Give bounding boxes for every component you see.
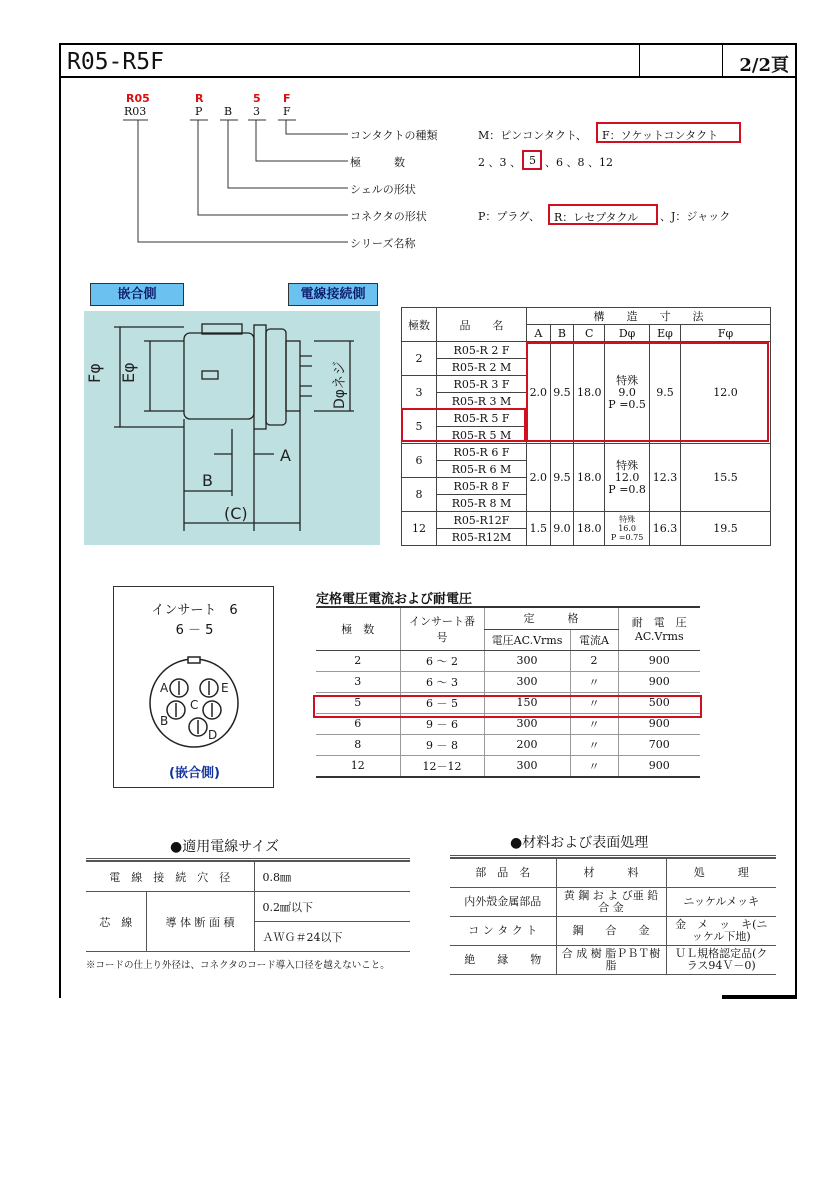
rating-cell: 500 [618,692,700,713]
rating-cell: 〃 [570,713,618,734]
rating-cell: 300 [484,650,570,671]
connector-drawing [84,311,380,545]
material-row [450,917,776,946]
pin-label-A: A [160,681,169,695]
code-row-contact-desc: M：ピンコンタクト、 [478,129,587,142]
page-title: R05-R5F [67,49,164,75]
code-row-contact-label: コンタクトの種類 [350,129,438,142]
spec-D-g1-l1: 特殊 [616,373,639,387]
spec-poles-2: 2 [402,342,437,376]
rating-cell: 200 [484,734,570,755]
spec-D-g2-l3: P =0.8 [608,482,646,496]
spec-A-g2: 2.0 [527,444,551,512]
mat-cell: ニッケルメッキ [666,888,776,917]
dim-C: (C) [224,504,248,523]
wire-hole-value: 0.8㎜ [254,862,410,892]
code-row-poles-desc: 2 、3 、 [478,156,521,169]
spec-h-C: C [574,325,605,342]
pin-label-B: B [160,714,169,728]
rating-row [316,734,700,755]
wire-table [86,861,410,952]
rating-cell: 8 [316,734,400,755]
highlight-receptacle [548,204,658,225]
spec-B-g2: 9.5 [550,444,574,512]
spec-name: R05-R 6 M [437,461,527,478]
spec-C-g1: 18.0 [574,342,605,444]
spec-name: R05-R 5 M [437,427,527,444]
rating-cell: 700 [618,734,700,755]
material-table [450,858,776,975]
rating-cell: 2 [316,650,400,671]
highlight-rating-5pole [313,695,702,718]
rating-h-current: 電流A [570,629,618,650]
mat-cell: 合 成 樹 脂ＰＢＴ樹脂 [556,946,666,975]
page-number: 2/2頁 [739,55,789,76]
spec-name: R05-R 2 F [437,342,527,359]
mat-cell: 金 メ ッ キ(ニッケル下地) [666,917,776,946]
spec-F-g3: 19.5 [681,512,771,546]
header-bar [61,45,795,78]
red-code-shape: R [195,92,204,105]
spec-D-g2-l1: 特殊 [616,458,639,472]
spec-E-g3: 16.3 [649,512,680,546]
rating-cell: 900 [618,755,700,776]
rating-h-poles: 極 数 [316,608,400,650]
pin-label-C: C [190,698,199,712]
wire-table-wrap [86,858,410,952]
code-row-shell-label: シェルの形状 [350,183,416,196]
code-shell: B [224,105,233,118]
spec-name: R05-R 8 F [437,478,527,495]
rating-h-withstand: 耐 電 圧AC.Vrms [618,608,700,650]
spec-F-g1: 12.0 [681,342,771,444]
mat-cell: 黄 鋼 お よ び亜 鉛 合 金 [556,888,666,917]
insert-title: インサート 6 [151,603,238,618]
rating-cell: 900 [618,650,700,671]
rating-cell: 12－12 [400,755,484,776]
spec-B-g1: 9.5 [550,342,574,444]
material-row [450,888,776,917]
spec-name: R05-R12M [437,529,527,546]
spec-name: R05-R 3 F [437,376,527,393]
spec-h-E: Eφ [649,325,680,342]
spec-name: R05-R12F [437,512,527,529]
rating-row [316,650,700,671]
mat-h-material: 材 料 [556,859,666,888]
rating-cell: 6 ～ 2 [400,650,484,671]
spec-C-g3: 18.0 [574,512,605,546]
header-blank-cell [639,45,723,76]
spec-D-g3 [605,512,650,546]
spec-poles-3: 3 [402,376,437,410]
rating-row [316,755,700,776]
rating-cell: 〃 [570,755,618,776]
mat-cell: 絶 縁 物 [450,946,556,975]
wire-cross-value-mm: 0.2㎟以下 [254,892,410,922]
rating-h-voltage: 電圧AC.Vrms [484,629,570,650]
insert-subtitle: 6 － 5 [175,623,214,638]
rating-cell: 9 － 6 [400,713,484,734]
rating-table-wrap [316,606,700,778]
rating-cell: 9 － 8 [400,734,484,755]
material-row [450,946,776,975]
mat-h-part: 部 品 名 [450,859,556,888]
spec-h-A: A [527,325,551,342]
spec-name: R05-R 6 F [437,444,527,461]
wire-cross-value-awg: ＡＷＧ＃24以下 [254,922,410,952]
spec-D-g3-l1: 特殊 [619,515,636,524]
red-code-series: R05 [126,92,150,105]
rating-row [316,671,700,692]
material-table-wrap [450,855,776,975]
spec-poles-5: 5 [402,410,437,444]
spec-h-poles: 極数 [402,308,437,342]
rating-cell: 2 [570,650,618,671]
rating-cell: 〃 [570,692,618,713]
spec-E-g1: 9.5 [649,342,680,444]
spec-E-g2: 12.3 [649,444,680,512]
code-row-poles-label: 極 数 [350,156,405,169]
dim-D: Dφネジ [332,360,348,409]
dim-B: B [202,471,213,490]
spec-A-g3: 1.5 [527,512,551,546]
code-leader-lines [120,118,350,248]
spec-B-g3: 9.0 [550,512,574,546]
spec-name: R05-R 2 M [437,359,527,376]
spec-F-g2: 15.5 [681,444,771,512]
code-shape: P [195,105,203,118]
pin-label-D: D [208,728,218,742]
rating-cell: 300 [484,755,570,776]
rating-cell: 12 [350,759,365,773]
material-title: ●材料および表面処理 [510,835,649,851]
wire-note: ※コードの仕上り外径は、コネクタのコード導入口径を越えないこと。 [86,960,390,971]
rating-cell: 〃 [570,671,618,692]
spec-C-g2: 18.0 [574,444,605,512]
rating-cell: 6 ～ 3 [400,671,484,692]
code-row-shape-label: コネクタの形状 [350,210,427,223]
spec-name: R05-R 3 M [437,393,527,410]
mat-cell: 鋼 合 金 [556,917,666,946]
dim-A: A [280,446,291,465]
rating-cell: 6 [316,713,400,734]
rating-cell: 300 [484,713,570,734]
mat-cell: コ ン タ ク ト [450,917,556,946]
spec-poles-8: 8 [402,478,437,512]
insert-box [113,586,274,788]
insert-caption: (嵌合側) [169,766,220,781]
highlight-poles-5-text: 5 [529,154,536,167]
pin-label-E: E [221,681,229,695]
highlight-dims-5pole [526,342,769,442]
wire-cross-label: 導 体 断 面 積 [146,892,254,952]
dim-F: Fφ [85,363,104,383]
highlight-5pole-rows [401,408,526,442]
rating-cell: 900 [618,713,700,734]
red-code-contact: F [283,92,291,105]
rating-cell: 3 [316,671,400,692]
spec-D-g1-l2: 9.0 [618,385,636,399]
rating-h-insert: インサート番 号 [400,608,484,650]
spec-h-D: Dφ [605,325,650,342]
code-row-shape-desc: P：プラグ、 [478,210,540,223]
code-series: R03 [124,105,147,118]
spec-poles-6: 6 [402,444,437,478]
mat-cell: 内外殻金属部品 [450,888,556,917]
mat-h-treatment: 処 理 [666,859,776,888]
code-poles: 3 [253,105,260,118]
spec-D-g1-l3: P =0.5 [608,397,646,411]
spec-poles-12: 12 [402,512,437,546]
dim-E: Eφ [119,362,138,383]
highlight-socket-contact-text: F：ソケットコンタクト [602,129,719,142]
code-row-shape-rest: 、J：ジャック [660,210,731,223]
spec-D-g3-l3: P =0.75 [610,533,644,542]
rating-h-rating: 定 格 [484,608,618,629]
spec-name: R05-R 8 M [437,495,527,512]
rating-cell: 150 [484,692,570,713]
rating-cell: 5 [316,692,400,713]
highlight-poles-5 [522,150,542,170]
spec-h-F: Fφ [681,325,771,342]
rating-cell: 900 [618,671,700,692]
spec-h-dims: 構 造 寸 法 [527,308,771,325]
mat-cell: ＵＬ規格認定品(クラス94Ｖ－0) [666,946,776,975]
spec-h-name: 品 名 [437,308,527,342]
spec-h-B: B [550,325,574,342]
spec-name: R05-R 5 F [437,410,527,427]
wire-core-label: 芯 線 [86,892,146,952]
wire-side-label: 電線接続側 [288,283,378,306]
rating-table [316,608,700,776]
spec-D-g3-l2: 16.0 [618,524,637,533]
code-contact: F [283,105,291,118]
rating-cell: 6 － 5 [400,692,484,713]
mating-side-label: 嵌合側 [90,283,184,306]
spec-D-g2 [605,444,650,512]
code-row-series-label: シリーズ名称 [350,237,416,250]
spec-A-g1: 2.0 [527,342,551,444]
dimension-diagram [84,311,380,545]
highlight-receptacle-text: R：レセプタクル [554,211,639,224]
rating-cell: 300 [484,671,570,692]
wire-title: ●適用電線サイズ [170,839,280,855]
rating-title: 定格電圧電流および耐電圧 [316,592,473,607]
spec-D-g2-l2: 12.0 [614,470,640,484]
rating-cell: 〃 [570,734,618,755]
bottom-rule [722,995,797,999]
highlight-socket-contact [596,122,741,143]
red-code-poles: 5 [253,92,261,105]
wire-hole-label: 電 線 接 続 穴 径 [86,862,254,892]
insert-pin-layout [144,653,244,753]
code-row-poles-rest: 、6 、8 、12 [545,156,613,169]
